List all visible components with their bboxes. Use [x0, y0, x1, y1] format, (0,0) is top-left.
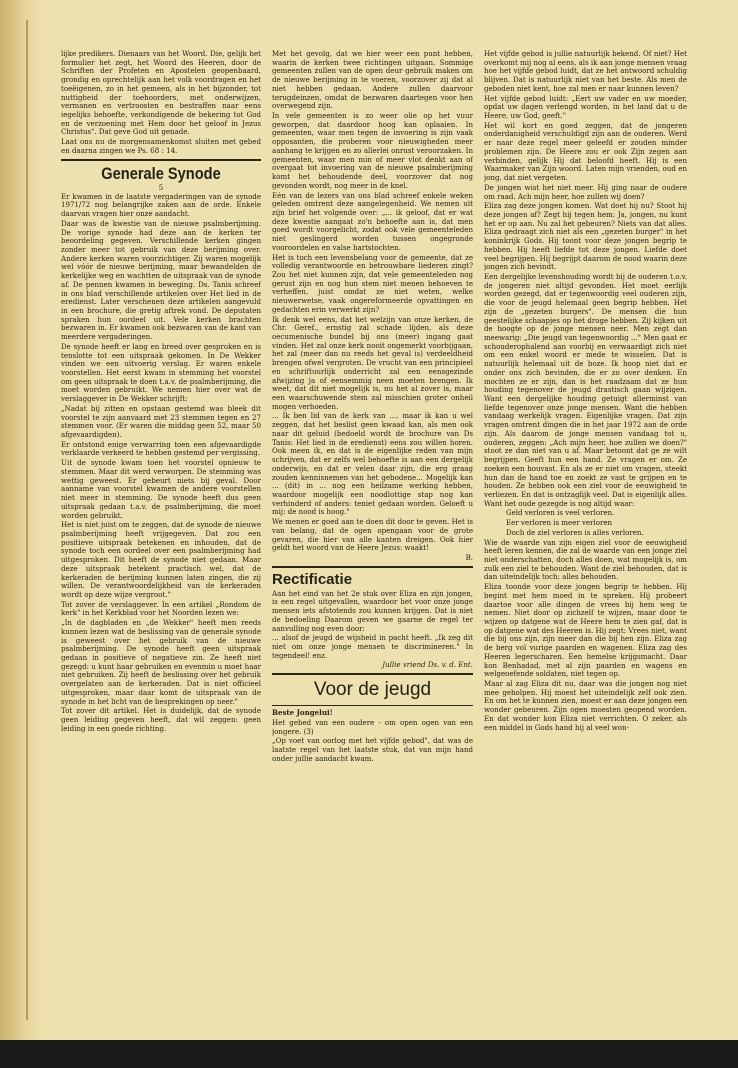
paragraph: ... alsof de jeugd de wijsheid in pacht heeft. „Ik zeg dit niet om onze jonge mensen te discrimineren." In tegendeel! enz.: [272, 633, 473, 660]
paragraph: Het wil kort en goed zeggen, dat de jongeren onderdanigheid verschuldigd zijn aan de ouderen. Werd er naar deze regel meer geleefd er zouden minder problemen zijn. De Heere zou er ook Zijn zegen aan verbinden, gelijk Hij dat beloofd heeft. Hij is een Waarmaker van Zijn woord. Laten mijn vrienden, oud en jong, dat niet vergeten.: [484, 120, 687, 183]
divider: [272, 673, 473, 675]
paragraph: Eliza toonde voor deze jongen begrip te hebben. Hij begint met hem moed in te spreken. Hij probeert daartoe voor alle dingen de vrees bij hem weg te nemen. Niet door op zichzelf te wijzen, maar door te wijzen op datgene wat de Heere hem te zien gaf, dat is op datgene wat des Heeren is. Hij zegt: Vrees niet, want die bij ons zijn, zijn meer dan die bij hen zijn. Eliza zag de berg vol vurige paarden en wagenen. Eliza zag des Heeren legerscharen. Een hemelse krijgsmacht. Daar kon Benhadad, met al zijn paarden en wagens en welgeoefende soldaten, niet tegen op.: [484, 582, 687, 679]
divider: [61, 159, 261, 161]
paragraph: Daar was de kwestie van de nieuwe psalmberijming. De vorige synode had deze aan de kerken ter beoordeling gegeven. Verschillende kerken gingen zonder meer tot gebruik van deze berijming over. Andere kerken waren voorzichtiger. Zij waren mogelijk wel vóór de nieuwe berijming, maar bewandelden de kerkelijke weg en wachtten de uitspraak van de synode af. De pennen kwamen in beweging. Ds. Tanis schreef in ons blad verschillende artikelen over Het lied in de eredienst. Later verschenen deze artikelen aangevuld in een brochure, die gretig aftrek vond. De deputaten spraken hun oordeel uit. Vele kerken brachten bezwaren in. Er kwamen ook bezwaren van de kant van meerdere vergaderingen.: [61, 218, 261, 342]
divider: [272, 566, 473, 568]
paragraph: ... Ik ben lid van de kerk van ..., maar ik kan u wel zeggen, dat het beslist geen kwaad kan, als men ook naar dit geluid (bedoeld wordt de brochure van Ds Tanis: Het lied in de eredienst) eens zou willen horen. Ook meen ik, en dat is de eigenlijke reden van mijn schrijven, dat er zelfs wel behoefte is aan een dergelijk onderwijs, en dat er velen daar zijn, die erg graag zouden kennisnemen van het gebodene... Mogelijk kan ... (dit) in ... nog een heilzame werking hebben, waardoor mogelijk een noodlottige stap nog kan verhinderd of anders: teniet gedaan worden. Geloeft u mij: de nood is hoog.": [272, 411, 473, 517]
paragraph: Laat ons nu de morgensamenkomst sluiten met gebed en daarna zingen we Ps. 68 : 14.: [61, 137, 261, 155]
paragraph: Eén van de lezers van ons blad schreef enkele weken geleden omtrent deze aangelegenheid. We nemen uit zijn brief het volgende over: „... ik geloof, dat er wat deze kwestie aangaat zo'n behoefte aan is, dat men goed wordt voorgelicht, zodat ook vele gemeenteleden niet geslingerd worden tussen ongegronde vooroordelen en valse hartstochten.: [272, 190, 473, 252]
paragraph: „Op voet van oorlog met het vijfde gebod", dat was de laatste regel van het laatste stuk, dat van mijn hand onder jullie aandacht kwam.: [272, 736, 473, 763]
paragraph: Maar al zag Eliza dit nu, daar was die jongen nog niet mee geholpen. Hij moest het uiteindelijk zelf ook zien. En om het te kunnen zien, moest er aan deze jongen een wonder gebeuren. Zijn ogen moesten geopend worden. En dat wonder kon Eliza niet verrichten. O zeker, als een middel in Gods hand hij al veel won-: [484, 679, 687, 732]
paragraph: „In de dagbladen en „de Wekker" heeft men reeds kunnen lezen wat de beslissing van de generale synode is geweest over het gebruik van de nieuwe psalmberijming. De synode heeft geen uitspraak gedaan in positieve of negatieve zin. Ze heeft niet gezegd: u kunt haar gebruiken en evenmin u moet haar niet gebruiken. Zij heeft de beslissing over het gebruik overgelaten aan de kerkeraden. Dat is niet officieel uitgesproken, maar daar komt de uitspraak van de synode in het licht van de besprekingen op neer.": [61, 618, 261, 706]
heading-rectificatie: Rectificatie: [272, 570, 353, 588]
paragraph: Het is niet juist om te zeggen, dat de synode de nieuwe psalmberijming heeft vrijgegeven. Dat zou een positieve uitspraak betekenen en inhouden, dat de synode toch een oordeel over een psalmberijming had uitgesproken. Dit heeft de synode niet gedaan. Maar deze uitspraak betekent practisch wel, dat de kerkeraden de berijming kunnen laten zingen, die zij willen. De verantwoordelijkheid van de kerkeraden wordt op deze wijze vergroot.": [61, 520, 261, 599]
paragraph: Uit de synode kwam toen het voorstel opnieuw te stemmen. Maar dit werd verworpen. De stemming was wettig geweest. Er gebeurt niets bij geval. Door aanname van voorstel kwamen de andere voorstellen niet meer in stemming. De synode heeft dus geen uitspraak gedaan t.a.v. de psalmberijming, die moet worden gebruikt.: [61, 458, 261, 520]
paragraph: De jongen wist het niet meer. Hij ging naar de oudere om raad. Ach mijn heer, hoe zullen wij doen?: [484, 182, 687, 201]
paragraph: Het is toch een levensbelang voor de gemeente, dat ze volledig verantwoorde en betrouwbare liederen zingt? Zou het niet kunnen zijn, dat vele gemeenteleden nog gerust zijn en nog hun stem niet menen behoeven te verheffen, juist omdat ze niet weten, welke nieuwerwetse, vaak ongereformeerde opvattingen en gedachten erin verwerkt zijn?: [272, 252, 473, 314]
author-signature: B.: [465, 552, 473, 562]
paragraph: Er ontstond enige verwarring toen een afgevaardigde verklaarde verkeerd te hebben gestemd per vergissing.: [61, 439, 261, 458]
column-2: [272, 50, 473, 1030]
paragraph: De synode heeft er lang en breed over gesproken en is tenslotte tot een uitspraak gekomen. In De Wekker vinden we een uitvoerig verslag. Er waren enkele voorstellen. Het eerst kwam in stemming het voorstel om geen uitspraak te doen t.a.v. de psalmberijming, die moet worden gebruikt. We nemen hier over wat de verslaggever in De Wekker schrijft:: [61, 341, 261, 404]
paragraph: Ik denk wel eens, dat het welzijn van onze kerken, de Chr. Geref., ernstig zal schade lijden, als deze oecumenische bundel bij ons (meer) ingang gaat vinden. Het zal onze kerk nooit ongemerkt voorbijgaan, het zal (meer dan nu reeds het geval is) verdeeldheid brengen ofwel vergroten. De vrucht van een principieel en schriftuurlijk onderricht zal een eensgezinde afwijzing ja of eensemmig neen moeten brengen. Ik weet, dat dit niet mogelijk is, nu het al zover is, maar een waarschuwende stem zal misschien groter onheil mogen verhoeden.: [272, 314, 473, 411]
paragraph: Tot zover de verslaggever. In een artikel „Rondom de kerk" in het Kerkblad voor het Noorden lezen we:: [61, 599, 261, 618]
heading-number: 5: [158, 183, 164, 192]
paragraph: Het vijfde gebod luidt: „Eert uw vader en uw moeder, opdat uw dagen verlengd worden, in het land dat u de Heere, uw God, geeft.": [484, 93, 687, 121]
column-1: [61, 50, 261, 1030]
paragraph: lijke predikers. Dienaars van het Woord. Die, gelijk het formulier het zegt, het Woord des Heeren, door de Schriften der Profeten en Apostelen geopenbaard, grondig en oprechtelijk aan het volk voordragen en het toeëigenen, zo in het gemeen, als in het bijzonder, tot nuttigheid der toehoorders, met onderwijzen, vermanen en vertroosten en bestraffen naar eens iegelijks behoefte, verkondigende de bekering tot God en de verzoening met Hem door het geloof in Jezus Christus". Dat geve God uit genade.: [61, 50, 261, 137]
poem-line: Eer verloren is meer verloren: [506, 518, 613, 528]
paragraph: Eliza zag deze jongen komen. Wat doet hij nu? Stoot hij deze jongen af? Zegt hij tegen hem: Ja, jongen, nu kunt het er op aan. Nu zal het gebeuren? Niets van dat alles. Eliza gedraagt zich niet als een „gezeten burger" in het koninkrijk Gods. Hij toont voor deze jongen begrip te hebben. Hij heeft liefde tot deze jongen. Liefde doet veel begrijpen. Hij begrijpt daarom de nood waarin deze jongen zich bevindt.: [484, 201, 687, 272]
paragraph: Tot zover dit artikel. Het is duidelijk, dat de synode geen leiding gegeven heeft, dat wil zeggen: geen leiding in een goede richting.: [61, 706, 261, 733]
paragraph: Wie de waarde van zijn eigen ziel voor de eeuwigheid heeft leren kennen, die zal de waarde van een jonge ziel niet onderschatten, doch alles doen, wat mogelijk is, om zulk een ziel te behouden. Want de ziel behouden, dat is dan uiteindelijk toch: alles behouden.: [484, 537, 687, 582]
paragraph: Aan het eind van het 2e stuk over Eliza en zijn jongen, is een regel uitgevallen, waardoor het voor onze jonge mensen iets afstotends zou kunnen krijgen. Dat is niet de bedoeling Daarom geven we gaarne de regel ter aanvulling nog even door:: [272, 588, 473, 633]
binding-fold: [0, 0, 44, 1040]
scan-border: [0, 1040, 738, 1068]
paragraph: Met het gevolg, dat we hier weer een punt hebben, waarin de kerken twee richtingen uitgaan. Sommige gemeenten zullen van de open deur gebruik maken om de nieuwe berijming in te voeren, voorzover zij dat al niet hebben gedaan. Andere zullen daarvoor terugdeinzen, omdat de bezwaren daartegen voor hen overwegend zijn.: [272, 50, 473, 111]
heading-generale-synode: Generale Synode: [101, 163, 221, 183]
paragraph: Er kwamen in de laatste vergaderingen van de synode 1971/72 nog belangrijke zaken aan de orde. Enkele daarvan vragen hier onze aandacht.: [61, 191, 261, 219]
paragraph: We menen er goed aan te doen dit door te geven. Het is van belang, dat de ogen opengaan voor de grote gevaren, die hier van alle kanten dreigen. Ook hier geldt het woord van de Heere Jezus: waakt!: [272, 517, 473, 553]
poem-line: Doch de ziel verloren is alles verloren.: [506, 527, 644, 537]
paragraph: Het gebed van een oudere - om open ogen van een jongere. (3): [272, 717, 473, 736]
paragraph: Het vijfde gebod is jullie natuurlijk bekend. Of niet? Het overkomt mij nog al eens, als ik aan jonge mensen vraag hoe het vijfde gebod luidt, dat ze het antwoord schuldig blijven. Dat is natuurlijk niet van het beste. Als men de geboden niet kent, hoe zal men er naar kunnen leven?: [484, 50, 687, 93]
paragraph: In vele gemeenten is zo weer olie op het vuur geworpen, dat daardoor hoog kan oplaaien. In gemeenten, waar men tegen de invoering is zijn vaak opposanten, die proberen voor nieuwigheden meer aanhang te krijgen en zo allerlei onrust veroorzaken. In gemeenten, waar men min of meer vlot denkt aan of overgaat tot invoering van de nieuwe psalmberijming komt het behoudende deel, voorzover dat nog gevonden wordt, nog meer in de knel.: [272, 111, 473, 190]
heading-voor-de-jeugd: Voor de jeugd: [313, 679, 432, 701]
paragraph: „Nadat bij zitten en opstaan gestemd was bleek dit voorstel te zijn aanvaard met 23 stemmen tegen en 27 stemmen voor. (Er waren die middag geen 52, maar 50 afgevaardigden).: [61, 403, 261, 440]
divider: [272, 705, 473, 706]
greeting: Beste Jongelui!: [272, 708, 333, 718]
rectificatie-signature: Jullie vriend Ds. v. d. Ent.: [382, 660, 473, 670]
column-3: [484, 50, 687, 1030]
paragraph: Een dergelijke levenshouding wordt bij de ouderen t.o.v. de jongeren niet altijd gevonden. Het moet eerlijk worden gezegd, dat er tegenwoordig veel ouderen zijn, die voor de jeugd helemaal geen begrip hebben. Het zijn de „gezeten burgers". De mensen die hun geestelijke schaapjes op het droge hebben. Zij kijken uit de hoogte op de jonge mensen neer. Men zegt dan meewarig: „Die jeugd van tegenwoordig ..." Men gaat er schouderophalend aan voorbij en verwaardigt zich niet om een enkel woord er mede te wisselen. Dat is natuurlijk helemaal uit de boze. Ik hoop niet dat er onder ons zich bevinden, die er zo over denken. En mochten ze er zijn, dan is het raadzaam dat ze hun houding tegenover de jeugd drastisch gaan wijzigen. Want een dergelijke houding getuigt allerminst van liefde tegenover onze jonge mensen. Want die hebben vandaag werkelijk vragen. Eigenlijke vragen. Dat zijn vragen omtrent dingen die in het jaar 1972 aan de orde zijn. Als daarom de jonge mensen vandaag tot u, ouderen, zeggen: „Ach mijn heer, hoe zullen we doen?" stoot ze dan niet van u af. Maar betoont dat ge ze wilt begrijpen. Geeft hun een hand. Ze vragen er om. Ze zoeken een houvast. En als ze er niet om vragen, steekt hun dan de hand toe en zoekt ze vast te grijpen en te houden. Ze hebben ook een ziel voor de eeuwigheid te verliezen. En dat is ontzaglijk veel. Dat is eigenlijk alles. Want het oude gezegde is nog altijd waar:: [484, 271, 687, 508]
poem-line: Geld verloren is veel verloren.: [506, 508, 615, 518]
